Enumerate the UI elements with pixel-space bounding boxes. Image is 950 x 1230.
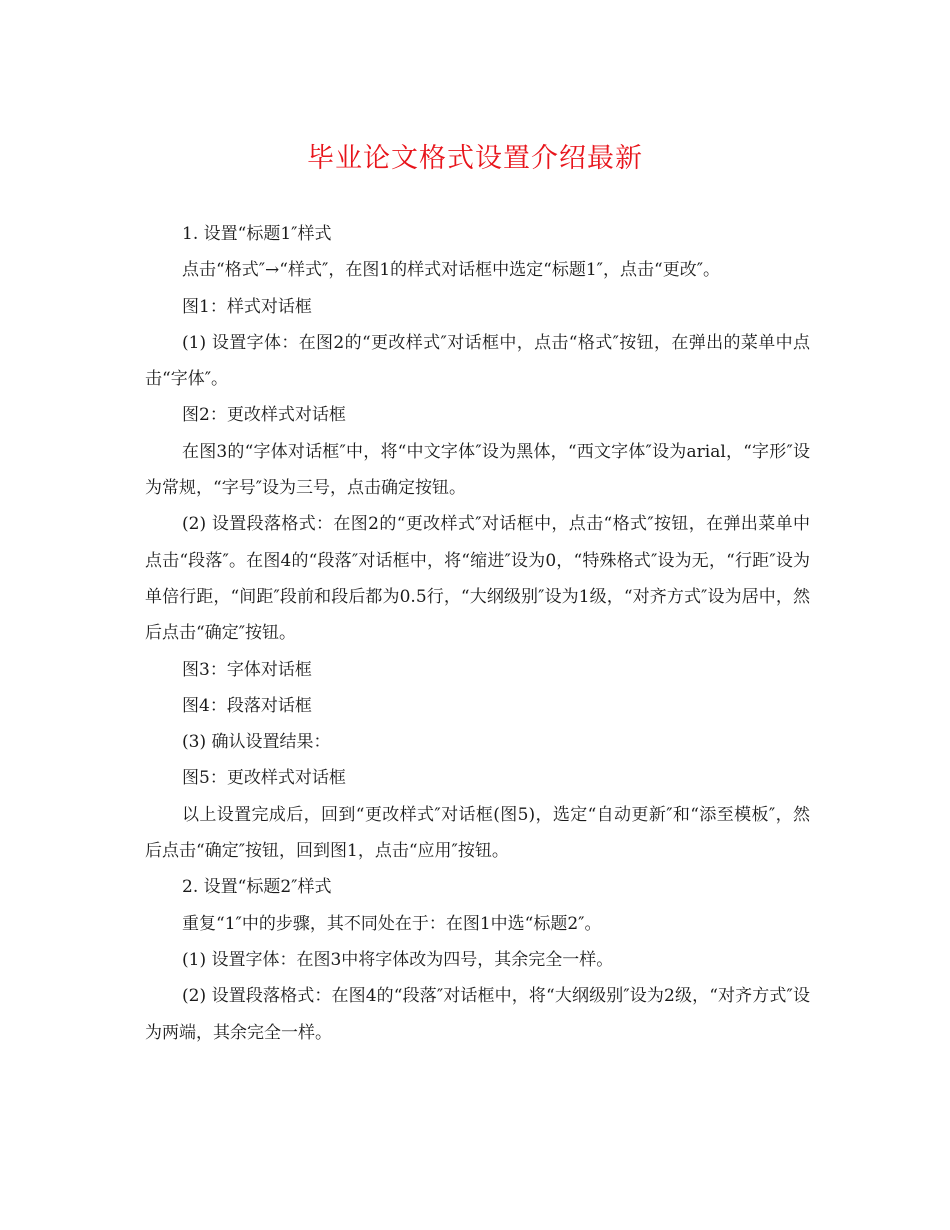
paragraph: 点击“格式″→“样式″，在图1的样式对话框中选定“标题1″，点击“更改″。 <box>182 260 721 281</box>
paragraph: (1) 设置字体：在图3中将字体改为四号，其余完全一样。 <box>182 949 614 970</box>
paragraph: (3) 确认设置结果： <box>182 732 331 753</box>
paragraph: 以上设置完成后，回到“更改样式″对话框(图5)，选定“自动更新″和“添至模板″，然后点击“确定″按钮，回到图1，点击“应用″按钮。 <box>145 804 810 862</box>
paragraph: 重复“1″中的步骤，其不同处在于：在图1中选“标题2″。 <box>182 913 602 934</box>
figure-caption: 图3：字体对话框 <box>182 659 312 680</box>
paragraph: (1) 设置字体：在图2的“更改样式″对话框中，点击“格式″按钮，在弹出的菜单中点击“字体″。 <box>145 332 810 390</box>
figure-caption: 图2：更改样式对话框 <box>182 405 346 426</box>
paragraph: 在图3的“字体对话框″中，将“中文字体″设为黑体，“西文字体″设为arial，“字形″设为常规，“字号″设为三号，点击确定按钮。 <box>145 441 810 499</box>
paragraph: 1. 设置“标题1″样式 <box>182 224 332 244</box>
paragraph: 2. 设置“标题2″样式 <box>182 877 332 898</box>
paragraph: (2) 设置段落格式：在图2的“更改样式″对话框中，点击“格式″按钮，在弹出菜单中点击“段落″。在图4的“段落″对话框中，将“缩进″设为0，“特殊格式″设为无，“行距″设为单倍行距，“间距″段前和段后都为0.5行，“大纲级别″设为1级，“对齐方式″设为居中，然后点击“确定″按钮。 <box>145 514 810 644</box>
figure-caption: 图1：样式对话框 <box>182 296 312 317</box>
document-body <box>145 216 810 1051</box>
paragraph: (2) 设置段落格式：在图4的“段落″对话框中，将“大纲级别″设为2级，“对齐方式″设为两端，其余完全一样。 <box>145 986 810 1043</box>
document-title: 毕业论文格式设置介绍最新 <box>307 143 643 174</box>
figure-caption: 图5：更改样式对话框 <box>182 768 346 789</box>
figure-caption: 图4：段落对话框 <box>182 695 312 716</box>
